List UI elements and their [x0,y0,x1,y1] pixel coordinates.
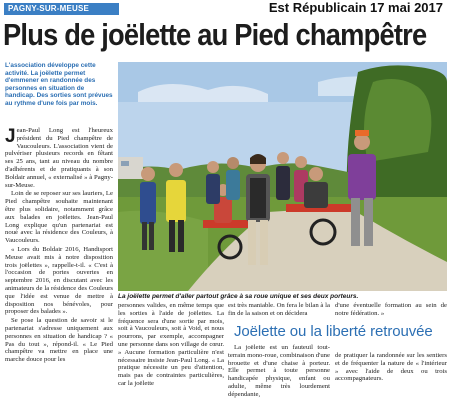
paragraph: « Lors du Boldair 2016, Handisport Meuse avait mis à notre disposition trois joëlettes », rappelle-t-il. « C'est à l'occasion de portes ouvertes en septembre 2016, en discutant avec les animateurs de la résidence des Couleurs que l'idée est venue de mettre à disposition nos bénévoles, pour proposer des balades ». [5,245,113,316]
sidebar-column-2 [335,352,447,400]
paragraph: d'une éventuelle formation au sein de notre fédération. » [335,302,447,317]
paragraph: personnes valides, en même temps que les sorties à l'aide de joëlettes. La fréquence sera d'une sortie par mois, soit à Vaucouleurs, soit à Void, et nous pourrons, par exemple, accompagner une personne dans son village de cœur. » Aucune formation particulière n'est nécessaire insiste Jean-Paul Long. « La pratique nécessite un peu d'attention, mais pas de contraintes particulières, car la joëlette [118,302,224,387]
sidebar-paragraph: de pratiquer la randonnée sur les sentiers et de fréquenter la nature de « l'intérieur » avec l'aide de deux ou trois accompagnateurs. [335,352,447,383]
article-lead: L'association développe cette activité. La joëlette permet d'emmener en randonnée des personnes en situation de handicap. Des sorties sont prévues au rythme d'une fois par mois. [5,62,113,107]
photo-caption: La joëlette permet d'aller partout grâce à sa roue unique et ses deux porteurs. [118,293,359,300]
article-column-2 [118,302,224,400]
group-with-joelette-photo [118,62,447,291]
drop-cap: J [5,127,16,147]
paragraph: Se pose la question de savoir si le partenariat s'adresse uniquement aux personnes en situation de handicap ? « Pas du tout », répond-il. « Le Pied champêtre va mettre en place une marche douce pour les [5,317,113,364]
article-column-4 [335,302,447,320]
sidebar-paragraph: La joëlette est un fauteuil tout-terrain mono-roue, combinaison d'une brouette et d'une chaise à porteur. Elle permet à toute personne handicapée physique, enfant ou adulte, même très lourdement dépendante, [228,344,330,398]
sidebar-heading: Joëlette ou la liberté retrouvée [234,323,433,340]
source-date: Est Républicain 17 mai 2017 [268,0,443,15]
paragraph: est très maniable. On fera le bilan à la fin de la saison et on décidera [228,302,330,317]
paragraph: ean-Paul Long est l'heureux président du Pied champêtre de Vaucouleurs. L'association vient de pulvériser plusieurs records en fêtant ses 25 ans, tant au niveau du nombre d'adhérents et de pratiquants à son Boldair annuel, « externalisé » à Pagny-sur-Meuse. [5,127,113,189]
article-headline: Plus de joëlette au Pied champêtre [3,17,427,52]
paragraph: Loin de se reposer sur ses lauriers, Le Pied champêtre souhaite maintenant être plus solidaire, notamment grâce aux balades en joëlettes. Jean-Paul Long explique qu'un partenariat est noué avec la résidence des Couleurs, à Vaucouleurs. [5,190,113,245]
article-column-1 [5,127,113,400]
locality-tag: PAGNY-SUR-MEUSE [4,3,119,15]
sidebar-column-1 [228,344,330,400]
